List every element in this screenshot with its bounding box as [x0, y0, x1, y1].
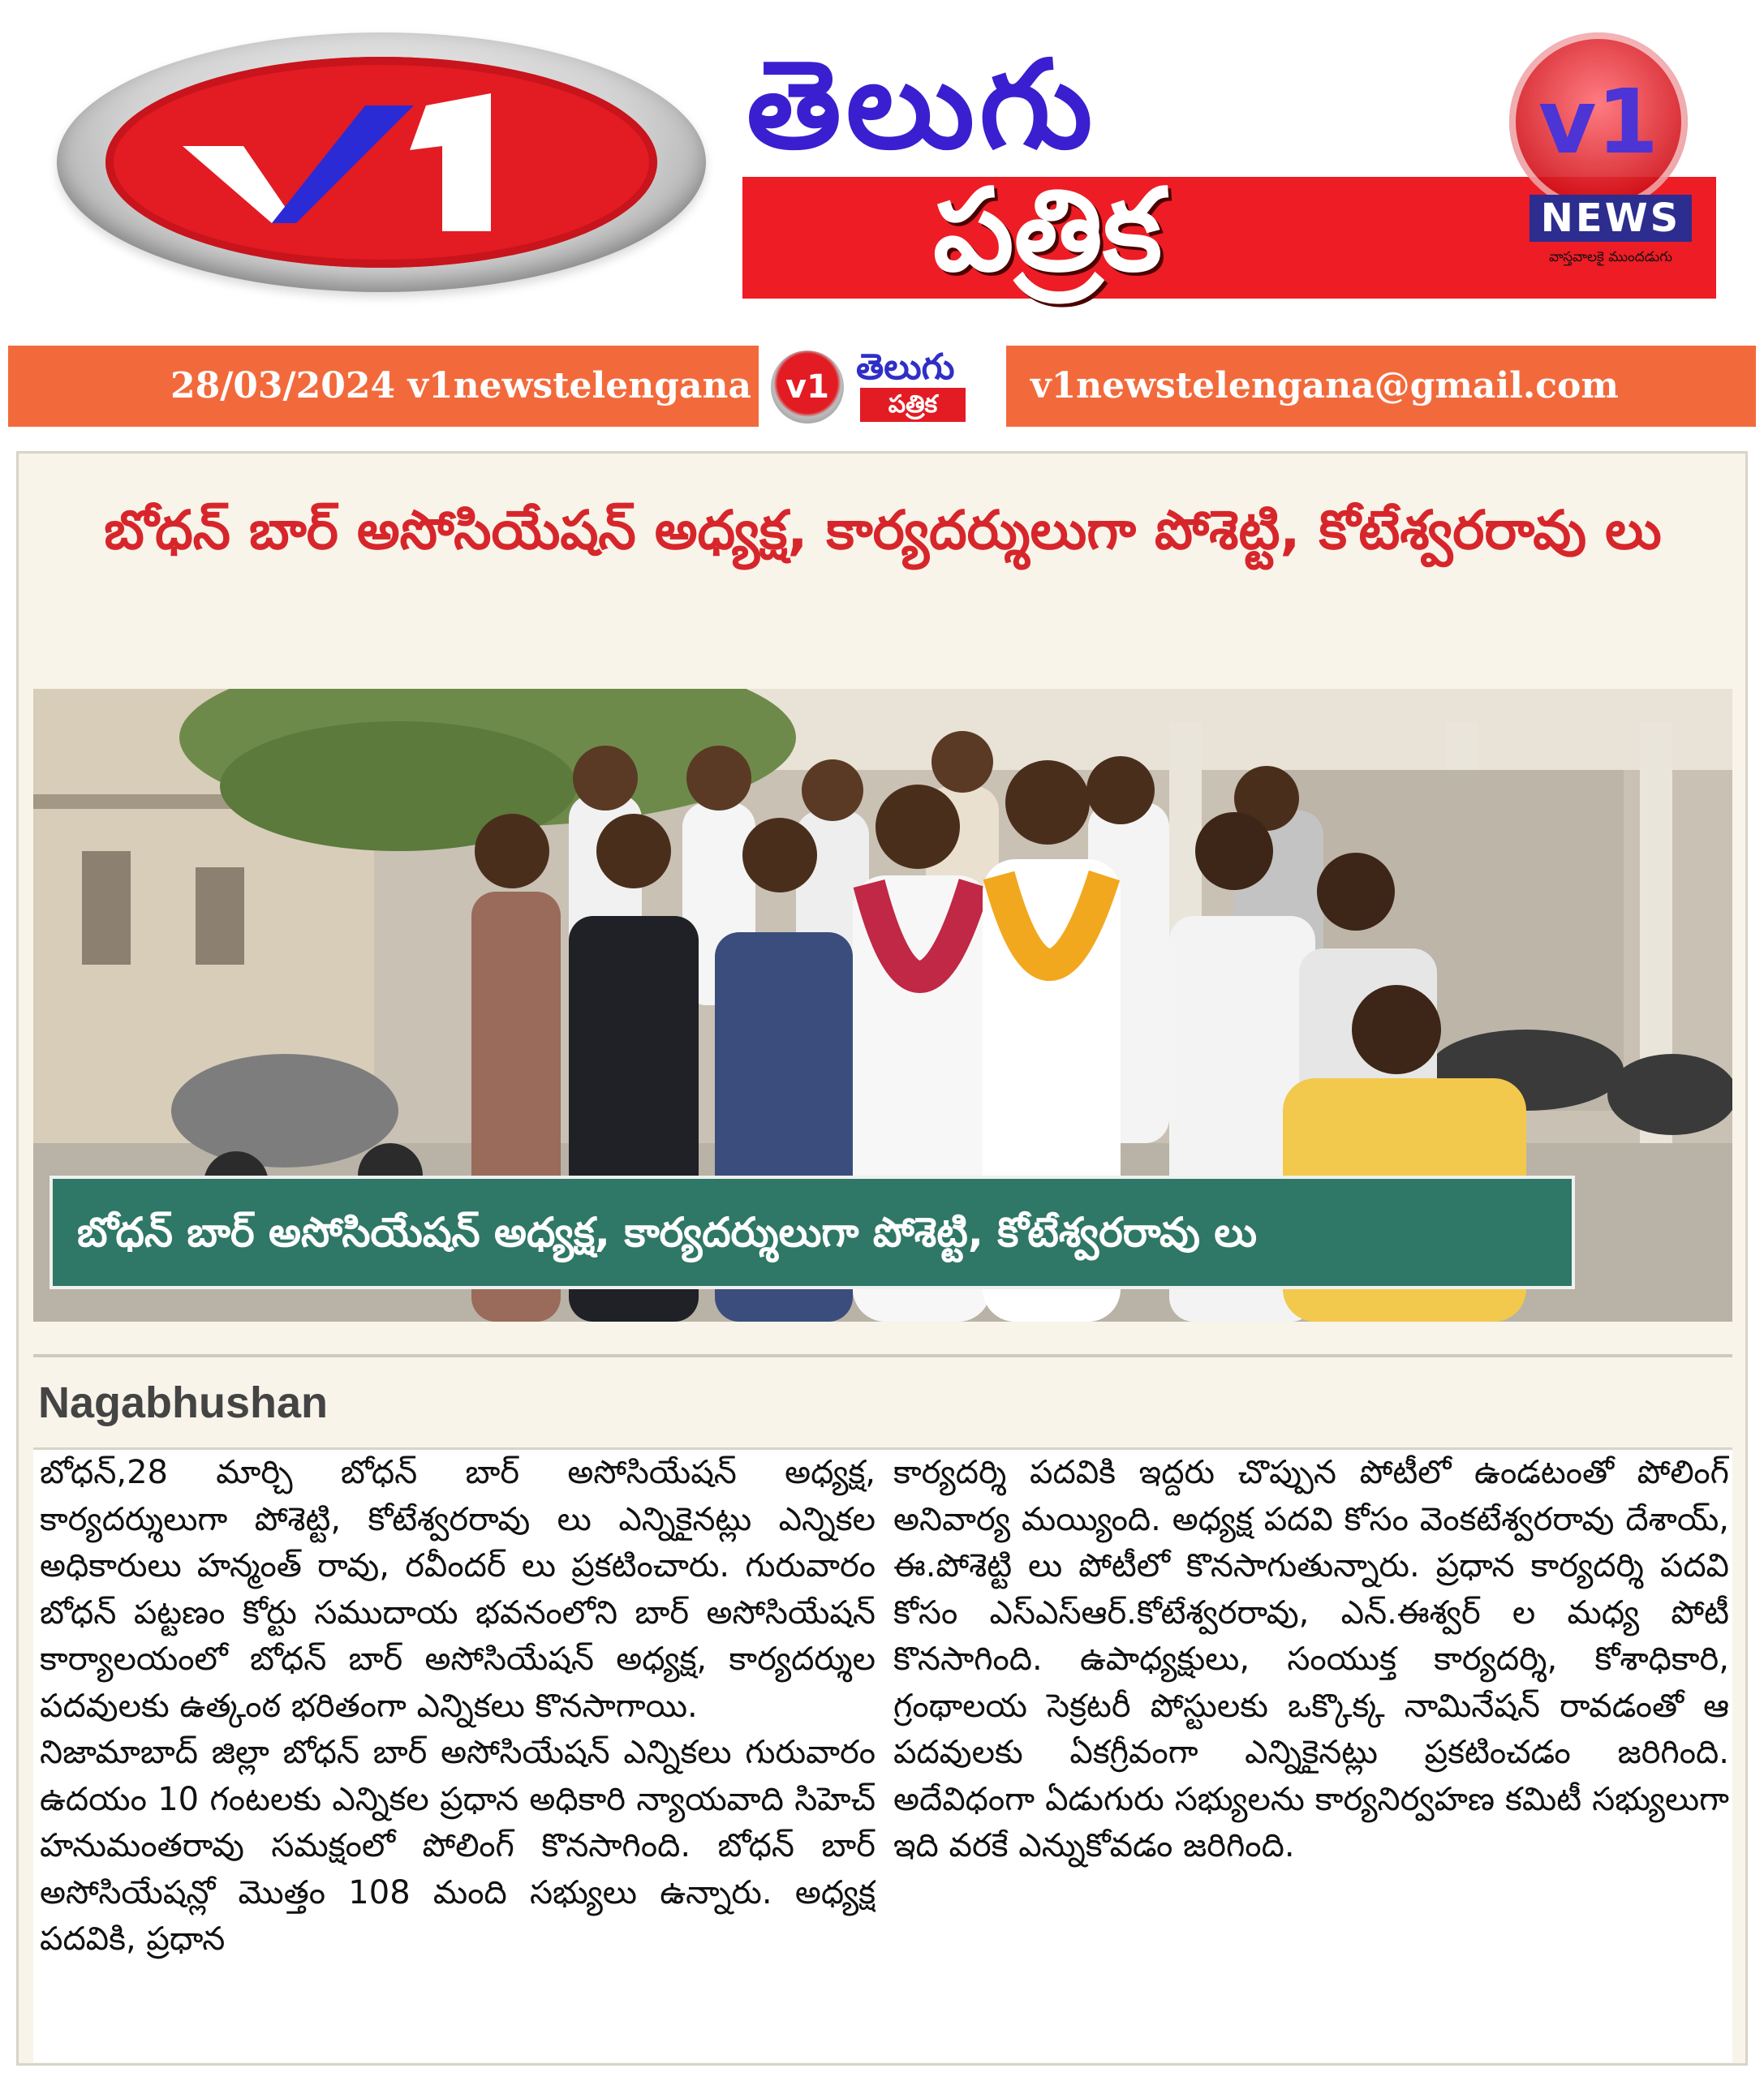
article-headline: బోధన్ బార్ అసోసియేషన్ అధ్యక్ష, కార్యదర్శులుగా పోశెట్టి, కోటేశ్వరరావు లు [104, 499, 1662, 561]
masthead-title-telugu: తెలుగు [746, 35, 1098, 176]
article-card [16, 451, 1748, 2066]
mini-logo-title: తెలుగు [856, 346, 955, 388]
email-link[interactable]: v1newstelengana@gmail.com [1030, 365, 1619, 406]
paragraph: బోధన్,28 మార్చి బోధన్ బార్ అసోసియేషన్ అధ్యక్ష, కార్యదర్శులుగా పోశెట్టి, కోటేశ్వరరావు లు ఎన్నికైనట్లు ఎన్నికల అధికారులు హన్మంత్ రావు, రవీందర్ లు ప్రకటించారు. గురువారం బోధన్ పట్టణం కోర్టు సముదాయ భవనంలోని బార్ అసోసియేషన్ కార్యాలయంలో బోధన్ బార్ అసోసియేషన్ అధ్యక్ష, కార్యదర్శుల పదవులకు ఉత్కంఠ భరితంగా ఎన్నికలు కొనసాగాయి. [40, 1454, 876, 1725]
info-bar-right [1006, 346, 1756, 427]
article-photo [33, 689, 1732, 1322]
info-bar [8, 346, 1756, 427]
mini-v1-logo [771, 350, 844, 424]
news-label: NEWS [1530, 195, 1692, 242]
article-column-left [40, 1450, 876, 2062]
news-tagline: వాస్తవాలకై ముందడుగు [1548, 249, 1673, 265]
v1-news-badge-logo-text: v1 [1538, 70, 1659, 174]
info-bar-left [8, 346, 759, 427]
v1-news-badge-logo [1509, 32, 1688, 211]
mini-v1-logo-text: v1 [785, 368, 829, 406]
v1-logo [105, 57, 657, 268]
paragraph: నిజామాబాద్ జిల్లా బోధన్ బార్ అసోసియేషన్ ఎన్నికలు గురువారం ఉదయం 10 గంటలకు ఎన్నికల ప్రధాన అధికారి న్యాయవాది సిహెచ్ హనుమంతరావు సమక్షంలో పోలింగ్ కొనసాగింది. బోధన్ బార్ అసోసియేషన్లో మొత్తం 108 మంది సభ్యులు ఉన్నారు. అధ్యక్ష పదవికి, ప్రధాన [40, 1734, 876, 1958]
v1-news-badge [1485, 32, 1720, 276]
masthead-title-patrika: పత్రిక [933, 165, 1163, 297]
article-byline: Nagabhushan [38, 1378, 329, 1427]
v1-logo-mark [105, 57, 657, 268]
mini-logo-subtitle: పత్రిక [860, 388, 966, 422]
byline-divider [33, 1354, 1732, 1357]
photo-caption: బోధన్ బార్ అసోసియేషన్ అధ్యక్ష, కార్యదర్శులుగా పోశెట్టి, కోటేశ్వరరావు లు [77, 1209, 1258, 1256]
date-source-text: 28/03/2024 v1newstelengana [170, 365, 751, 406]
masthead [0, 0, 1764, 333]
article-body [33, 1447, 1732, 2062]
article-column-right [893, 1450, 1729, 2062]
photo-caption-box [49, 1176, 1575, 1289]
paragraph: కార్యదర్శి పదవికి ఇద్దరు చొప్పున పోటీలో ఉండటంతో పోలింగ్ అనివార్య మయ్యింది. అధ్యక్ష పదవి కోసం వెంకటేశ్వరరావు దేశాయ్, ఈ.పోశెట్టి లు పోటీలో కొనసాగుతున్నారు. ప్రధాన కార్యదర్శి పదవి కోసం ఎస్ఎస్ఆర్.కోటేశ్వరరావు, ఎన్.ఈశ్వర్ ల మధ్య పోటీ కొనసాగింది. ఉపాధ్యక్షులు, సంయుక్త కార్యదర్శి, కోశాధికారి, గ్రంథాలయ సెక్రటరీ పోస్టులకు ఒక్కొక్క నామినేషన్ రావడంతో ఆ పదవులకు ఏకగ్రీవంగా ఎన్నికైనట్లు ప్రకటించడం జరిగింది. అదేవిధంగా ఏడుగురు సభ్యులను కార్యనిర్వహణ కమిటీ సభ్యులుగా ఇది వరకే ఎన్నుకోవడం జరిగింది. [893, 1454, 1729, 1864]
